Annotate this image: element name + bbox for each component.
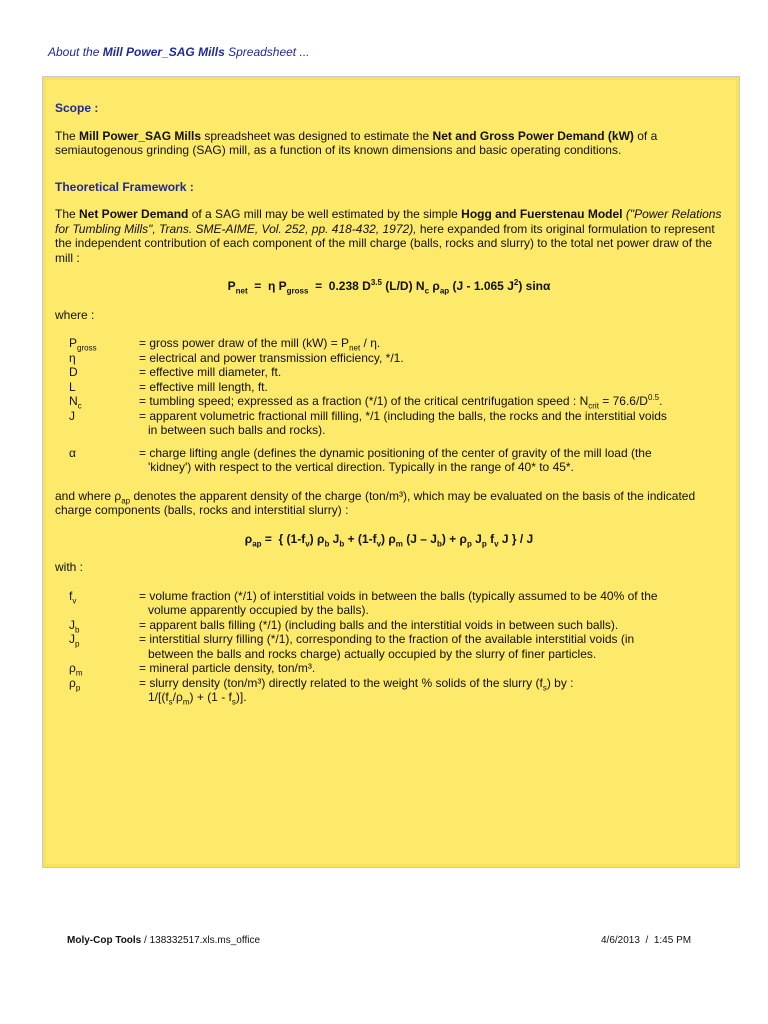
footer-file: / 138332517.xls.ms_office: [141, 935, 261, 946]
footer-source: [67, 935, 260, 946]
definition-row: α = charge lifting angle (defines the dynamic positioning of the center of gravity of the mill load (the 'kidney') with respect to the vertical direction. Typically in the range of 40* to 45*.: [69, 445, 652, 474]
framework-paragraph: The Net Power Demand of a SAG mill may be well estimated by the simple Hogg and Fuerstenau Model ("Power Relations for Tumbling Mills", Trans. SME-AIME, Vol. 252, pp. 418-432, 1972), here expanded from its original formulation to represent the independent contribution of each component of the mill charge (balls, rocks and slurry) to the total net power draw of the mill :: [55, 207, 722, 265]
footer-time: 1:45 PM: [653, 935, 692, 946]
density-equation: $\rho_{ap}$ = { $(1-f_v)$ $\rho_b$ $J_b + (1-f_v)$ $\rho_m$ $(J - J_b) + \rho_p$ $J_p$ $f_v$ J } / J: [244, 531, 534, 548]
components-list: [55, 589, 723, 705]
footer-brand: Moly-Cop Tools: [67, 935, 142, 946]
scope-paragraph: The Mill Power_SAG Mills spreadsheet was designed to estimate the Net and Gross Power Demand (kW) of a semiautogenous grinding (SAG) mill, as a function of its known dimensions and basic operating conditions.: [55, 128, 658, 157]
definition-row: J = apparent volumetric fractional mill filling, */1 (including the balls, the rocks and the interstitial voids in between such balls and rocks).: [69, 408, 667, 437]
definition-row: $N_c$ = tumbling speed; expressed as a fraction (*/1) of the critical centrifugation speed : $N_{crit} = 76.6/D^{0.5}$.: [69, 393, 663, 411]
component-row: $J_b$ = apparent balls filling (*/1) (including balls and the interstitial voids in between such balls).: [69, 617, 619, 634]
definition-row: L = effective mill length, ft.: [69, 379, 268, 394]
header-title: Mill Power_SAG Mills: [102, 45, 225, 59]
component-row: $J_p$ = interstitial slurry filling (*/1), corresponding to the fraction of the available interstitial voids (in between the balls and rocks charge) actually occupied by the slurry of finer particles.: [69, 632, 635, 661]
power-equation: $P_{net} = \eta$ $P_{gross} = 0.238$ $D^{3.5}$ (L/D) $N_c$ $\rho_{ap}$ (J - 1.065 $J^2$) sinα: [227, 278, 551, 296]
header-about: About the: [48, 45, 100, 59]
definition-row: D = effective mill diameter, ft.: [69, 365, 282, 379]
footer-timestamp: 4/6/2013 / 1:45 PM: [601, 935, 692, 946]
definition-row: $P_{gross}$ = gross power draw of the mill $(kW) = P_{net} / \eta$.: [69, 336, 381, 353]
definitions-list: [55, 336, 723, 475]
component-row: $\rho_m$ = mineral particle density, ton/m³.: [69, 661, 316, 678]
footer-date: 4/6/2013: [601, 935, 640, 946]
scope-heading: Scope :: [55, 101, 99, 115]
where-label: where :: [55, 307, 95, 322]
page-header: [48, 45, 309, 59]
and-where-paragraph: and where $\rho_{ap}$ denotes the apparent density of the charge (ton/m³), which may be evaluated on the basis of the indicated charge components (balls, rocks and interstitial slurry) :: [55, 488, 696, 517]
component-row: $\rho_p$ = slurry density (ton/m³) directly related to the weight % solids of the slurry $(f_s)$ by : $1/[(f_s/\rho_m) + (1 - f_s)]$.: [69, 675, 574, 707]
content-panel: [42, 76, 740, 868]
header-tail: Spreadsheet ...: [228, 45, 310, 59]
definition-row: η = electrical and power transmission efficiency, */1.: [69, 350, 404, 365]
component-row: $f_v$ = volume fraction (*/1) of interstitial voids in between the balls (typically assumed to be 40% of the volume apparently occupied by the balls).: [69, 588, 658, 617]
framework-heading: Theoretical Framework :: [55, 179, 194, 194]
with-label: with :: [55, 560, 84, 574]
